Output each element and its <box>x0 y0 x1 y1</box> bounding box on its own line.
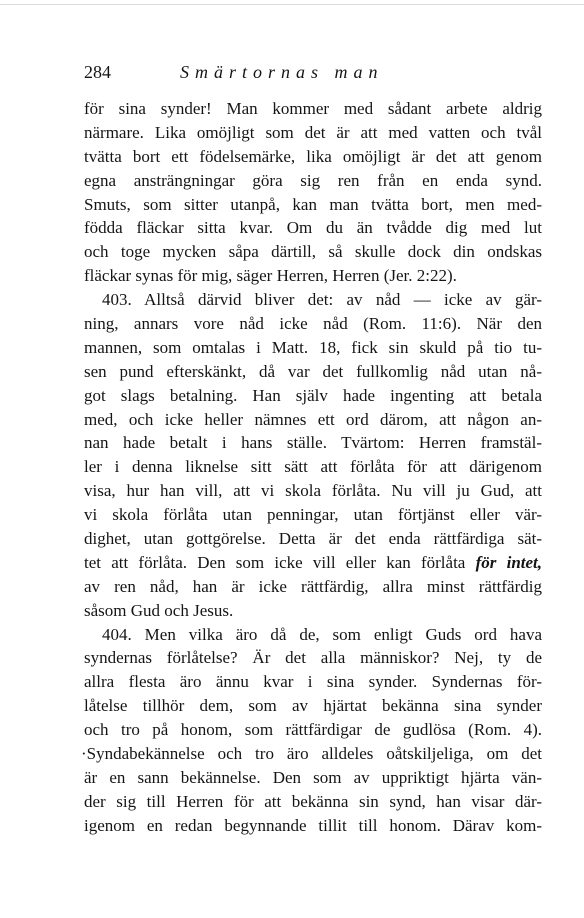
text-line: allra flesta äro ännu kvar i sina synder. Syndernas för- <box>84 672 542 692</box>
text-line-segment: tet att förlåta. Den som icke vill eller kan förlåta <box>84 552 466 572</box>
body-text <box>81 97 542 838</box>
page-header <box>84 60 544 84</box>
text-line: mannen, som omtalas i Matt. 18, fick sin skuld på tio tu- <box>84 337 542 357</box>
text-line: och tro på honom, som rättfärdigar de gudlösa (Rom. 4). <box>84 720 542 740</box>
text-line: för sina synder! Man kommer med sådant arbete aldrig <box>84 99 542 118</box>
text-line: der sig till Herren för att bekänna sin synd, han visar där- <box>84 791 542 811</box>
paragraph-403-start: 403. Alltså därvid bliver det: av nåd — icke av gär- <box>102 290 542 310</box>
page-number: 284 <box>84 62 111 82</box>
emphasized-phrase: för intet, <box>475 552 542 572</box>
text-line: ·Syndabekännelse och tro äro alldeles oåtskiljeliga, om det <box>81 744 542 764</box>
text-line: och toge mycken såpa därtill, så skulle dock din ondskas <box>84 242 542 262</box>
text-line: födda fläckar sitta kvar. Om du än tvådde dig med lut <box>84 218 542 238</box>
text-line: ning, annars vore nåd icke nåd (Rom. 11:6). När den <box>84 314 542 334</box>
text-line: igenom en redan begynnande tillit till honom. Därav kom- <box>84 815 542 835</box>
text-line: egna ansträngningar göra sig ren från en enda synd. <box>84 170 542 190</box>
text-line: got slags betalning. Han själv hade ingenting att betala <box>84 385 542 405</box>
text-line: visa, hur han vill, att vi skola förlåta. Nu vill ju Gud, att <box>84 481 542 501</box>
text-line: fläckar synas för mig, säger Herren, Herren (Jer. 2:22). <box>84 266 457 286</box>
text-line: ler i denna liknelse sitt sätt att förlåta för att därigenom <box>84 457 542 477</box>
text-line: såsom Gud och Jesus. <box>84 600 234 620</box>
text-line: Smuts, som sitter utanpå, kan man tvätta bort, men med- <box>84 194 542 214</box>
text-line: låtelse tillhör dem, som av hjärtat bekänna sina synder <box>84 696 542 716</box>
running-title: Smärtornas man <box>180 62 384 82</box>
text-line: med, och icke heller nämnes ett ord därom, att någon an- <box>84 409 542 429</box>
text-line: nan hade betalt i hans ställe. Tvärtom: Herren framstäl- <box>84 433 542 453</box>
text-line: av ren nåd, han är icke rättfärdig, allra minst rättfärdig <box>84 576 542 596</box>
text-line: sen pund efterskänkt, då var det fullkomlig nåd utan nå- <box>84 361 542 381</box>
text-line: närmare. Lika omöjligt som det är att med vatten och tvål <box>84 122 542 142</box>
text-line: tvätta bort ett födelsemärke, lika omöjligt är det att genom <box>84 146 542 166</box>
paragraph-404-start: 404. Men vilka äro då de, som enligt Guds ord hava <box>102 624 542 644</box>
text-line: syndernas förlåtelse? Är det alla människor? Nej, ty de <box>84 648 542 668</box>
text-line: är en sann bekännelse. Den som av uppriktigt hjärta vän- <box>84 767 542 787</box>
page-top-edge <box>0 4 584 5</box>
text-line: dighet, utan gottgörelse. Detta är det enda rättfärdiga sät- <box>84 529 542 549</box>
text-line-with-emphasis <box>84 551 542 575</box>
text-line: vi skola förlåta utan penningar, utan förtjänst eller vär- <box>84 505 542 525</box>
